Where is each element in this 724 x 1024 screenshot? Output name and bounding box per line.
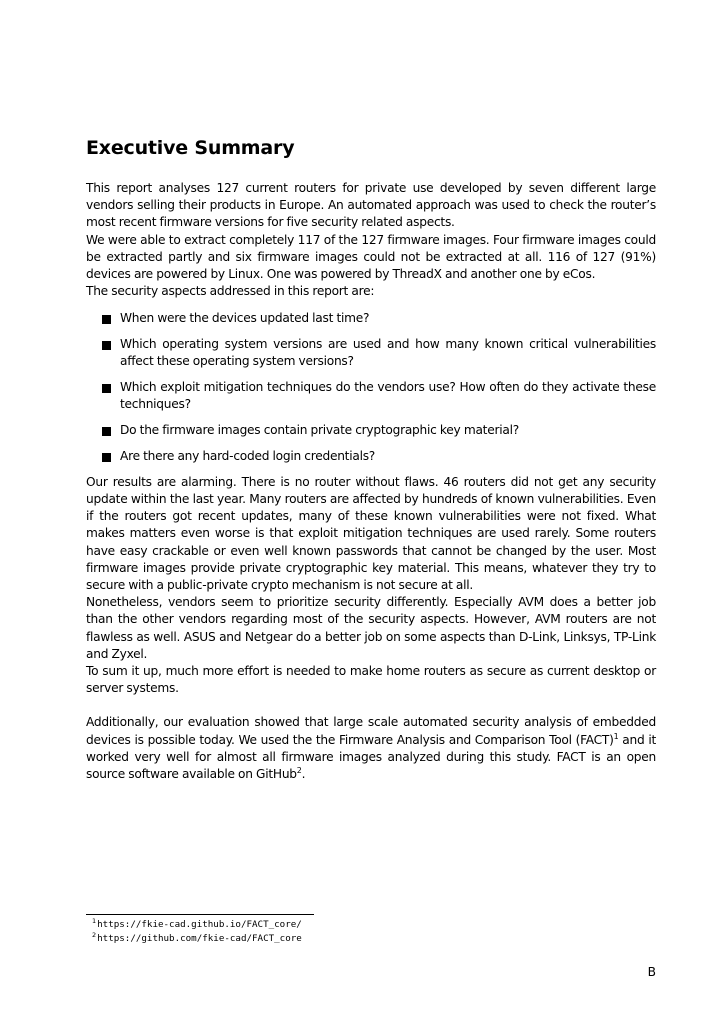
intro-paragraph: The security aspects addressed in this report are: [86,284,375,299]
square-bullet-icon [102,341,111,350]
page-content [86,135,656,783]
intro-paragraph: We were able to extract completely 117 of the 127 firmware images. Four firmware images could be extracted partly and six firmware images could not be extracted at all. 116 of 127 (91%) devices are powered by Linux. One was powered by ThreadX and another one by eCos. [86,232,656,282]
additional-text: . [301,767,306,782]
square-bullet-icon [102,384,111,393]
footnote-ref[interactable]: 2 [296,766,302,776]
results-paragraph: Nonetheless, vendors seem to prioritize security differently. Especially AVM does a better job than the other vendors regarding most of the security aspects. However, AVM routers are not flawless as well. ASUS and Netgear do a better job on some aspects than D-Link, Linksys, TP-Link and Zyxel. [86,595,656,661]
footnote-number: 2 [92,931,97,939]
results-section [86,474,656,698]
square-bullet-icon [102,315,111,324]
list-item [86,336,656,370]
footnote-ref[interactable]: 1 [613,731,619,741]
footnote-link[interactable]: https://github.com/fkie-cad/FACT_core [97,933,302,944]
footnote-link[interactable]: https://fkie-cad.github.io/FACT_core/ [97,919,302,930]
list-item-text: When were the devices updated last time? [120,311,370,326]
footnote-divider [86,914,314,915]
list-item-text: Are there any hard-coded login credentials? [120,449,376,464]
list-item-text: Which exploit mitigation techniques do the vendors use? How often do they activate these techniques? [120,380,656,412]
page-number: B [647,965,656,979]
list-item-text: Which operating system versions are used and how many known critical vulnerabilities affect these operating system versions? [120,337,656,369]
page-title: Executive Summary [86,137,295,159]
results-paragraph: To sum it up, much more effort is needed to make home routers as secure as current desktop or server systems. [86,664,656,696]
additional-text: and it worked very well for almost all firmware images analyzed during this study. FACT is an open source software available on GitHub [86,732,656,782]
list-item [86,310,656,327]
list-item [86,379,656,413]
square-bullet-icon [102,427,111,436]
footnote-number: 1 [92,917,97,925]
list-item [86,448,656,465]
security-aspects-list [86,310,656,465]
list-item-text: Do the firmware images contain private cryptographic key material? [120,423,519,438]
intro-paragraph: This report analyses 127 current routers for private use developed by seven different large vendors selling their products in Europe. An automated approach was used to check the router’s most recent firmware versions for five security related aspects. [86,181,656,230]
footnote [86,932,506,946]
additional-paragraph [86,714,656,783]
intro-section [86,180,656,300]
square-bullet-icon [102,453,111,462]
list-item [86,422,656,439]
footnotes [86,914,506,946]
footnote [86,918,506,932]
additional-text: Additionally, our evaluation showed that large scale automated security analysis of embedded devices is possible today. We used the the Firmware Analysis and Comparison Tool (FACT) [86,715,656,747]
results-paragraph: Our results are alarming. There is no router without flaws. 46 routers did not get any security update within the last year. Many routers are affected by hundreds of known vulnerabilities. Even if the routers got recent updates, many of these known vulnerabilities were not fixed. What makes matters even worse is that exploit mitigation techniques are used rarely. Some routers have easy crackable or even well known passwords that cannot be changed by the user. Most firmware images provide private cryptographic key material. This means, whatever they try to secure with a public-private crypto mechanism is not secure at all. [86,474,656,593]
